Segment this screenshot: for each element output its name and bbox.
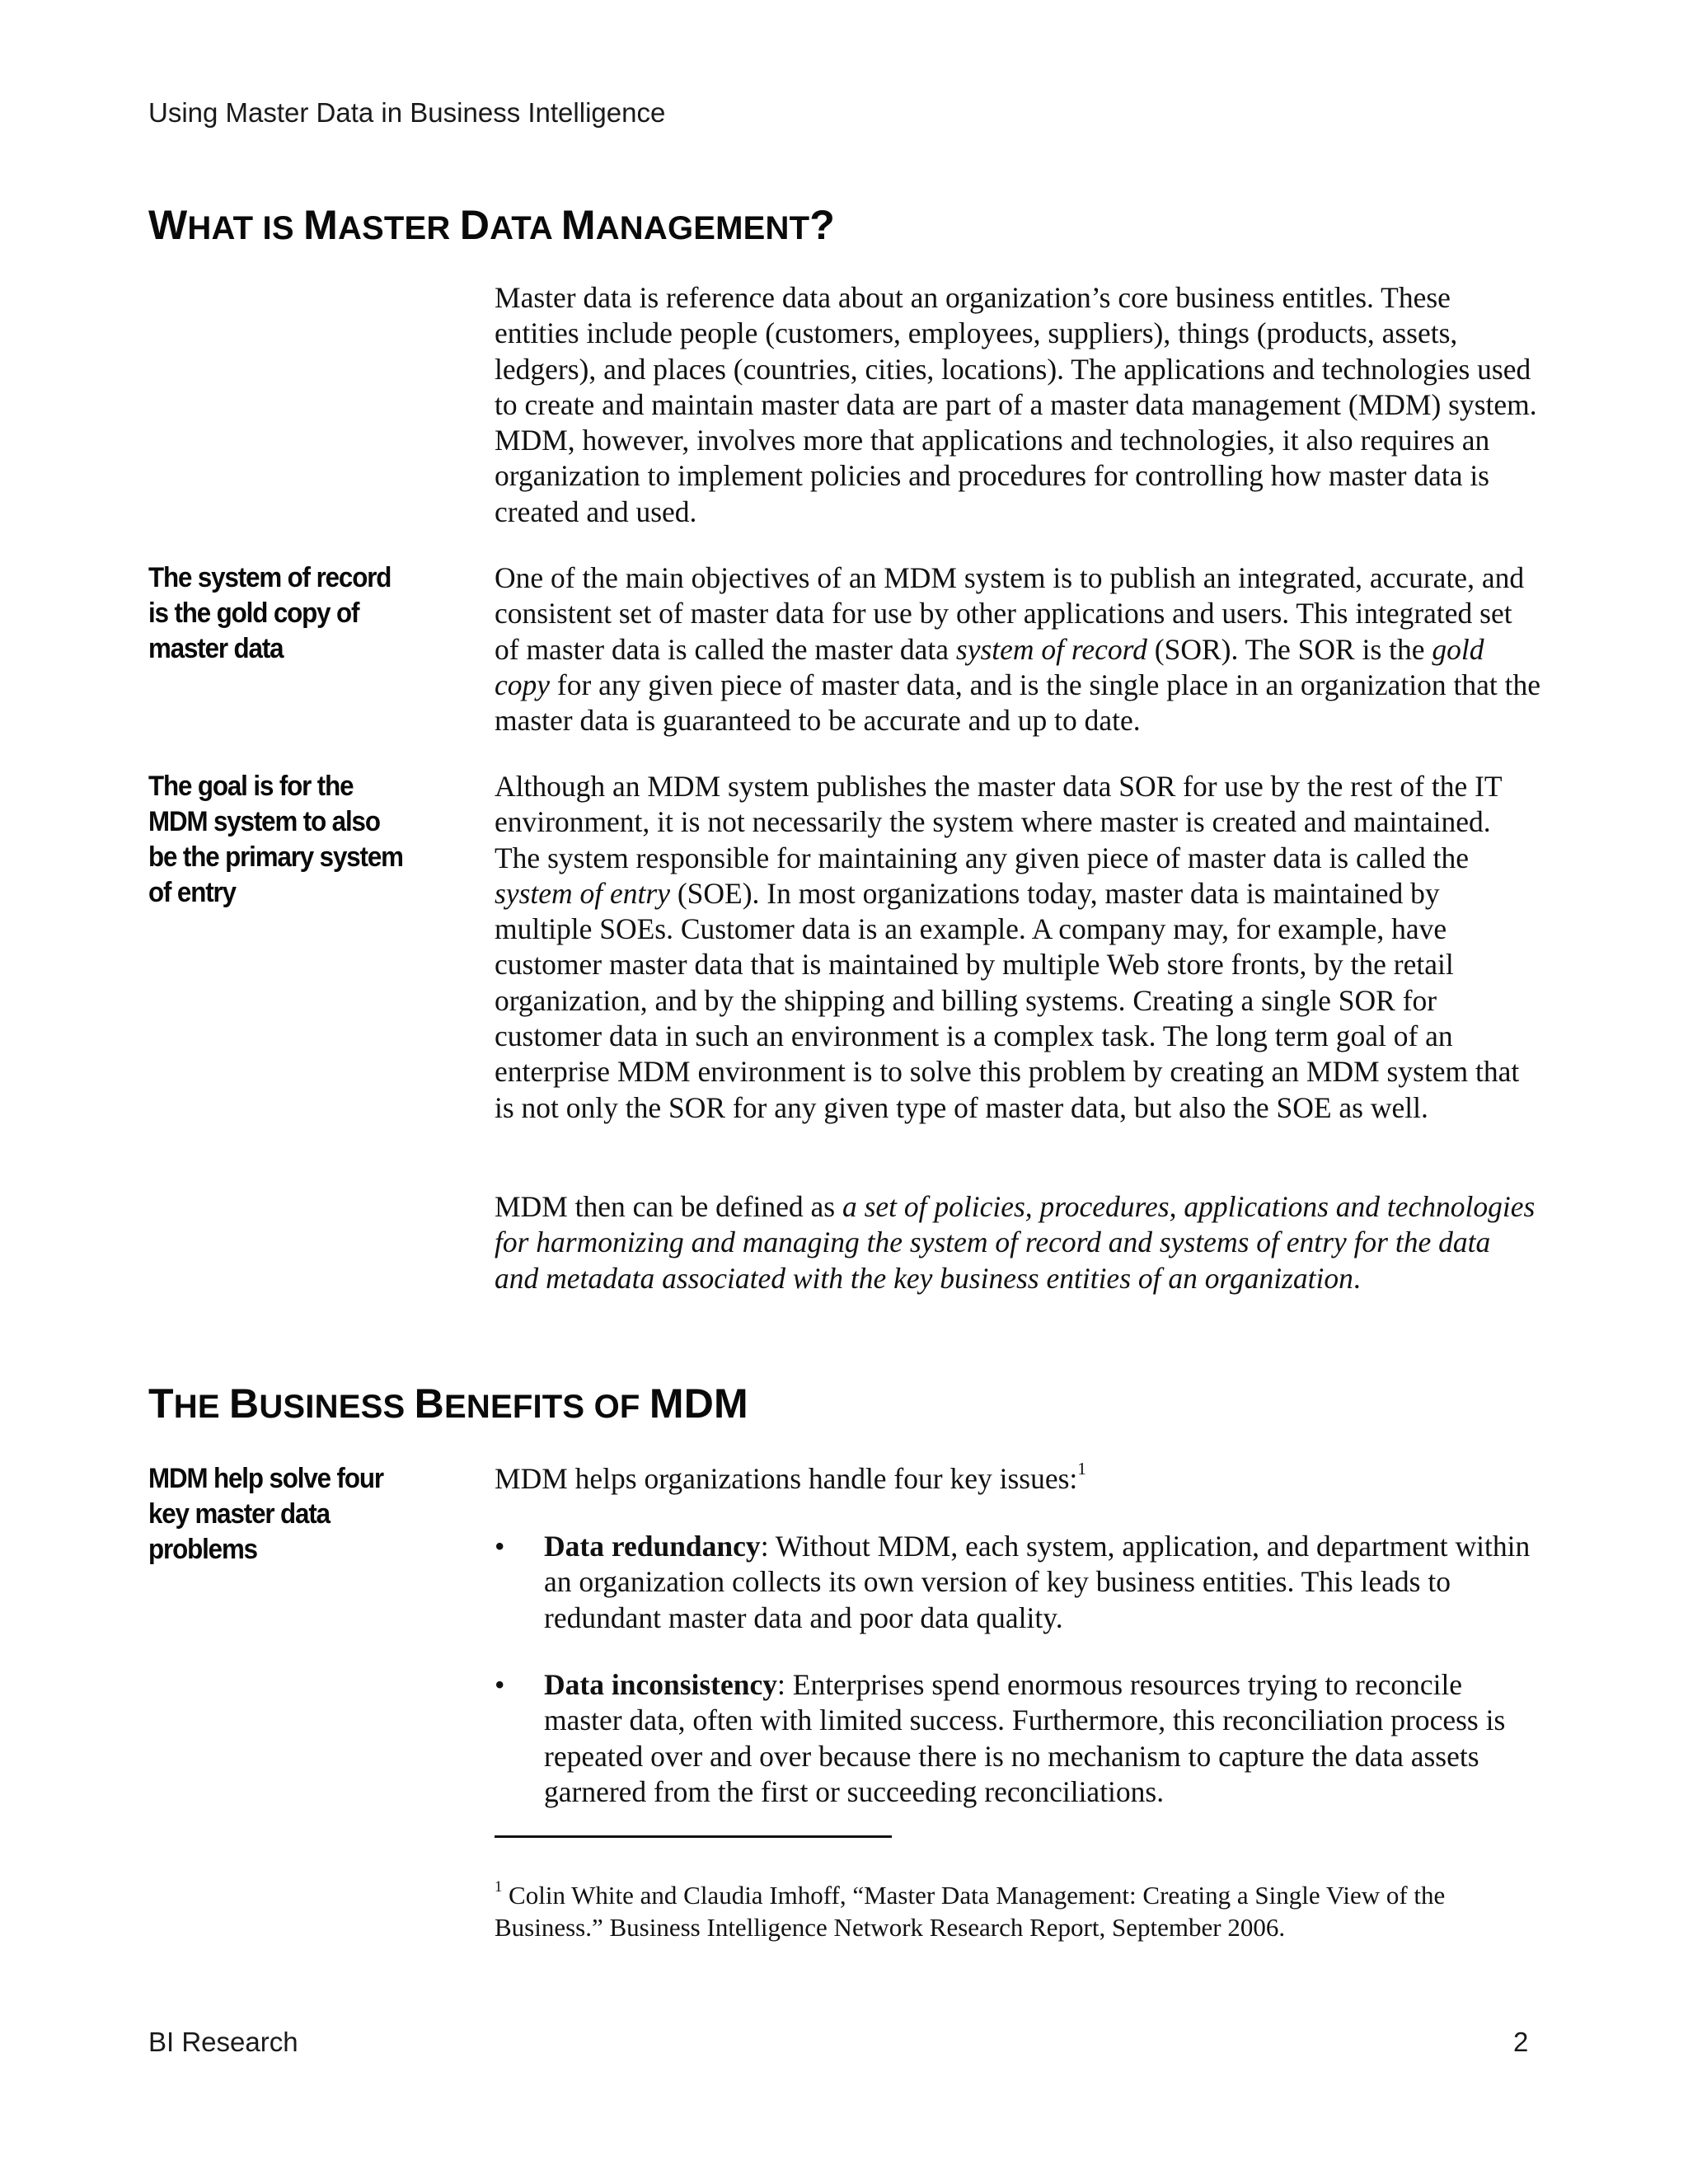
sidenote-system-of-entry: The goal is for the MDM system to also be the primary system of entry: [148, 771, 403, 908]
bullet-text: Data inconsistency: Enterprises spend enormous resources trying to reconcile master data, often with limited success. Furthermore, this reconciliation process is repeated over and over because there is no mechanism to capture the data assets garnered from the first or succeeding reconciliations.: [544, 1668, 1506, 1808]
paragraph-mdm-formal-definition: MDM then can be defined as a set of policies, procedures, applications and technologies for harmonizing and managing the system of record and systems of entry for the data and metadata associated with the key business entities of an organization.: [495, 1190, 1536, 1295]
paragraph-system-of-entry: Although an MDM system publishes the master data SOR for use by the rest of the IT environment, it is not necessarily the system where master is created and maintained. The system responsible for maintaining any given piece of master data is called the system of entry (SOE). In most organizations today, master data is maintained by multiple SOEs. Customer data is an example. A company may, for example, have customer master data that is maintained by multiple Web store fronts, by the retail organization, and by the shipping and billing systems. Creating a single SOR for customer data in such an environment is a complex task. The long term goal of an enterprise MDM environment is to solve this problem by creating an MDM system that is not only the SOR for any given type of master data, but also the SOE as well.: [495, 770, 1520, 1124]
sidenote-four-problems: MDM help solve four key master data problems: [148, 1463, 383, 1565]
bullet-marker: •: [495, 1668, 505, 1701]
bullet-text: Data redundancy: Without MDM, each system, application, and department within an organization collects its own version of key business entities. This leads to redundant master data and poor data quality.: [544, 1530, 1531, 1634]
paragraph-mdm-definition-intro: Master data is reference data about an organization’s core business entitles. These entities include people (customers, employees, suppliers), things (products, assets, ledgers), and places (countries, cities, locations). The applications and technologies used to create and maintain master data are part of a master data management (MDM) system. MDM, however, involves more that applications and technologies, it also requires an organization to implement policies and procedures for controlling how master data is created and used.: [495, 281, 1537, 528]
running-header: Using Master Data in Business Intelligence: [148, 97, 666, 128]
bullet-marker: •: [495, 1530, 505, 1563]
page-number: 2: [1513, 2027, 1529, 2057]
paragraph-four-key-issues-intro: MDM helps organizations handle four key issues:$^1$: [495, 1458, 1086, 1495]
footnote: $^1$ Colin White and Claudia Imhoff, “Master Data Management: Creating a Single View of the Business.” Business Intelligence Network Research Report, September 2006.: [495, 1877, 1446, 1942]
paragraph-system-of-record: One of the main objectives of an MDM system is to publish an integrated, accurate, and consistent set of master data for use by other applications and users. This integrated set of master data is called the master data system of record (SOR). The SOR is the gold copy for any given piece of master data, and is the single place in an organization that the master data is guaranteed to be accurate and up to date.: [495, 561, 1540, 738]
footnote-reference-mark[interactable]: 1: [1077, 1458, 1086, 1479]
section-title-what-is-mdm: WHAT IS MASTER DATA MANAGEMENT?: [148, 202, 836, 248]
footer-publisher: BI Research: [148, 2027, 298, 2057]
footnote-separator: [495, 1835, 892, 1838]
sidenote-system-of-record: The system of record is the gold copy of master data: [148, 562, 392, 664]
section-title-business-benefits: THE BUSINESS BENEFITS OF MDM: [148, 1380, 748, 1427]
